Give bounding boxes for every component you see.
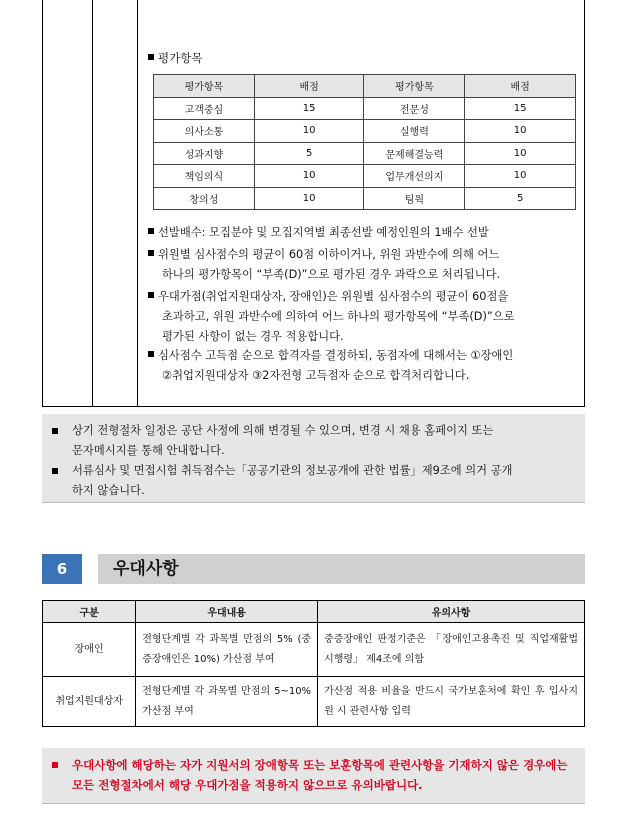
eval-table: [153, 74, 576, 210]
square-bullet-icon: [148, 351, 154, 357]
eval-cell: 10: [465, 165, 576, 188]
eval-cell: 5: [254, 142, 364, 165]
bullet-selection-ratio: 선발배수: 모집분야 및 모집지역별 최종선발 예정인원의 1배수 선발: [148, 223, 578, 243]
table-row: [43, 677, 585, 727]
pref-category: 장애인: [43, 623, 136, 677]
square-bullet-icon: [148, 250, 154, 256]
eval-cell: 5: [465, 187, 576, 210]
process-table-col-1: [42, 0, 93, 407]
square-bullet-icon: [52, 762, 58, 768]
pref-content: 전형단계별 각 과목별 만점의 5~10% 가산점 부여: [136, 677, 318, 727]
eval-cell: 성과지향: [154, 142, 255, 165]
process-table-col-2: [93, 0, 138, 407]
eval-cell: 전문성: [364, 97, 465, 120]
eval-section-title: 평가항목: [148, 50, 202, 66]
eval-cell: 10: [465, 120, 576, 143]
notice-score-disclosure: 서류심사 및 면접시험 취득점수는「공공기관의 정보공개에 관한 법률」제9조에 의거 공개 하지 않습니다.: [52, 461, 582, 503]
preferential-table: [42, 600, 585, 727]
eval-cell: 팀웍: [364, 187, 465, 210]
pref-note: 가산점 적용 비율을 반드시 국가보훈처에 확인 후 입사지원 시 관련사항 입력: [318, 677, 585, 727]
eval-cell: 문제해결능력: [364, 142, 465, 165]
eval-header-score-2: 배점: [465, 75, 576, 98]
eval-cell: 고객중심: [154, 97, 255, 120]
eval-cell: 15: [465, 97, 576, 120]
eval-header-score-1: 배점: [254, 75, 364, 98]
table-row: [154, 187, 576, 210]
eval-cell: 책임의식: [154, 165, 255, 188]
square-bullet-icon: [52, 468, 58, 474]
eval-cell: 15: [254, 97, 364, 120]
bullet-fail-criteria: 위원별 심사점수의 평균이 60점 이하이거나, 위원 과반수에 의해 어느 하나의 평가항목이 “부족(D)”으로 평가된 경우 과락으로 처리됩니다.: [148, 245, 578, 285]
pref-note: 중증장애인 판정기준은 「장애인고용촉진 및 직업재활법 시행령」 제4조에 의함: [318, 623, 585, 677]
table-row: [43, 623, 585, 677]
pref-category: 취업지원대상자: [43, 677, 136, 727]
eval-table-header: [154, 75, 576, 98]
table-row: [154, 120, 576, 143]
pref-header-note: 유의사항: [318, 601, 585, 623]
section-number-badge: 6: [42, 554, 82, 584]
section-title: 우대사항: [113, 559, 179, 579]
pref-header-category: 구분: [43, 601, 136, 623]
pref-header-content: 우대내용: [136, 601, 318, 623]
eval-header-item-2: 평가항목: [364, 75, 465, 98]
eval-cell: 업무개선의지: [364, 165, 465, 188]
eval-cell: 창의성: [154, 187, 255, 210]
eval-cell: 의사소통: [154, 120, 255, 143]
eval-cell: 실행력: [364, 120, 465, 143]
table-row: [154, 165, 576, 188]
square-bullet-icon: [148, 228, 154, 234]
pref-content: 전형단계별 각 과목별 만점의 5% (중증장애인은 10%) 가산점 부여: [136, 623, 318, 677]
eval-cell: 10: [254, 120, 364, 143]
notice-schedule-change: 상기 전형절차 일정은 공단 사정에 의해 변경될 수 있으며, 변경 시 채용 홈페이지 또는 문자메시지를 통해 안내합니다.: [52, 421, 582, 463]
eval-cell: 10: [254, 165, 364, 188]
eval-cell: 10: [465, 142, 576, 165]
square-bullet-icon: [52, 428, 58, 434]
pref-table-header: [43, 601, 585, 623]
eval-cell: 10: [254, 187, 364, 210]
eval-header-item-1: 평가항목: [154, 75, 255, 98]
table-row: [154, 142, 576, 165]
square-bullet-icon: [148, 54, 154, 60]
table-row: [154, 97, 576, 120]
square-bullet-icon: [148, 292, 154, 298]
bullet-tie-break: 심사점수 고득점 순으로 합격자를 결정하되, 동점자에 대해서는 ①장애인 ②취업지원대상자 ③2자전형 고득점자 순으로 합격처리합니다.: [148, 346, 578, 386]
bullet-bonus-points: 우대가점(취업지원대상자, 장애인)은 위원별 심사점수의 평균이 60점을 초과하고, 위원 과반수에 의하여 어느 하나의 평가항목에 “부족(D)”으로 평가된 사항이 없는 경우 적용합니다.: [148, 287, 578, 347]
